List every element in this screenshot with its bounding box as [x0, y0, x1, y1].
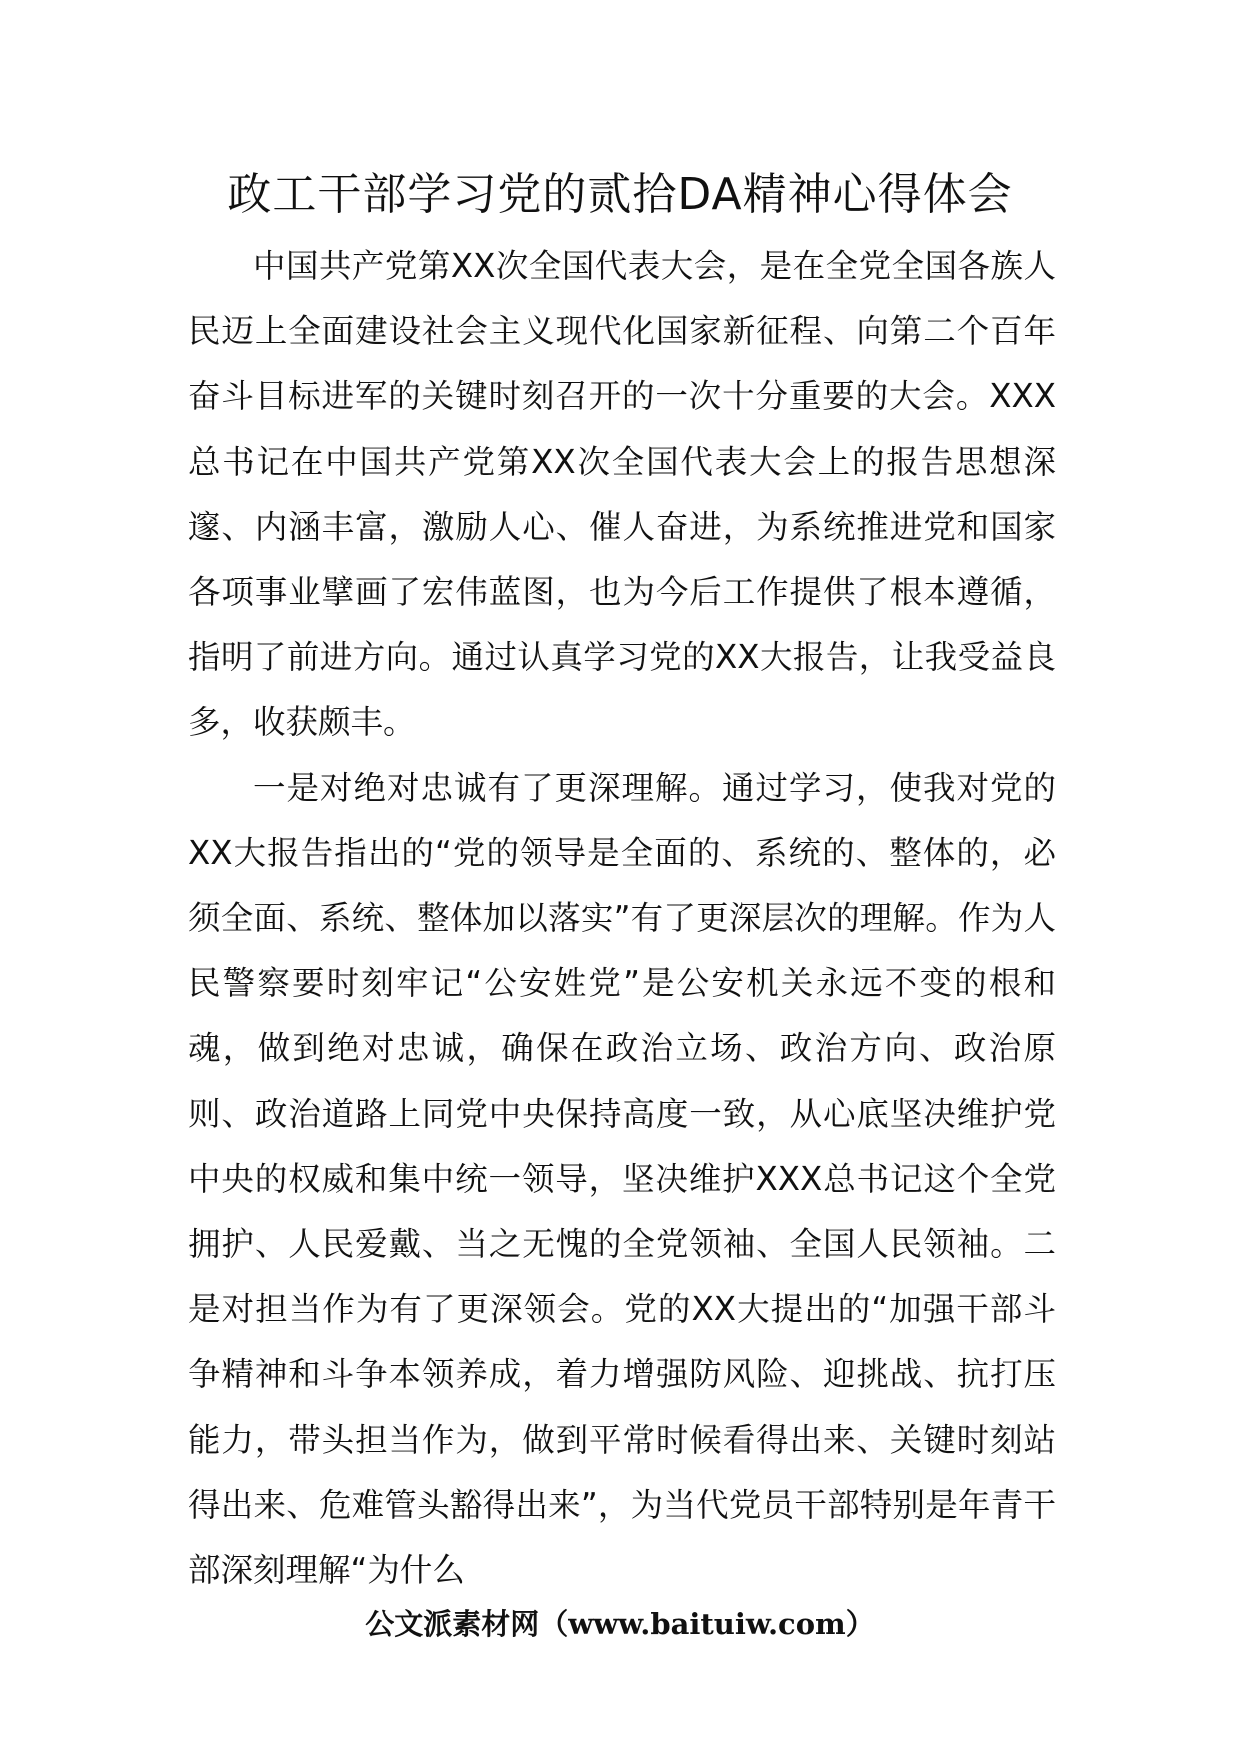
source-watermark: 公文派素材网（www.baituiw.com）: [365, 1607, 875, 1641]
paragraph-intro: 中国共产党第XX次全国代表大会，是在全党全国各族人民迈上全面建设社会主义现代化国家新征程、向第二个百年奋斗目标进军的关键时刻召开的一次十分重要的大会。XXX总书记在中国共产党第XX次全国代表大会上的报告思想深邃、内涵丰富，激励人心、催人奋进，为系统推进党和国家各项事业擘画了宏伟蓝图，也为今后工作提供了根本遵循，指明了前进方向。通过认真学习党的XX大报告，让我受益良多，收获颇丰。: [188, 247, 1056, 742]
paragraph-loyalty: 一是对绝对忠诚有了更深理解。通过学习，使我对党的XX大报告指出的“党的领导是全面的、系统的、整体的，必须全面、系统、整体加以落实”有了更深层次的理解。作为人民警察要时刻牢记“公安姓党”是公安机关永远不变的根和魂，做到绝对忠诚，确保在政治立场、政治方向、政治原则、政治道路上同党中央保持高度一致，从心底坚决维护党中央的权威和集中统一领导，坚决维护XXX总书记这个全党拥护、人民爱戴、当之无愧的全党领袖、全国人民领袖。二是对担当作为有了更深领会。党的XX大提出的“加强干部斗争精神和斗争本领养成，着力增强防风险、迎挑战、抗打压能力，带头担当作为，做到平常时候看得出来、关键时刻站得出来、危难管头豁得出来”，为当代党员干部特别是年青干部深刻理解“为什么: [188, 768, 1056, 1590]
document-title: 政工干部学习党的贰拾DA精神心得体会: [227, 169, 1013, 220]
document-body: [188, 234, 1056, 1603]
